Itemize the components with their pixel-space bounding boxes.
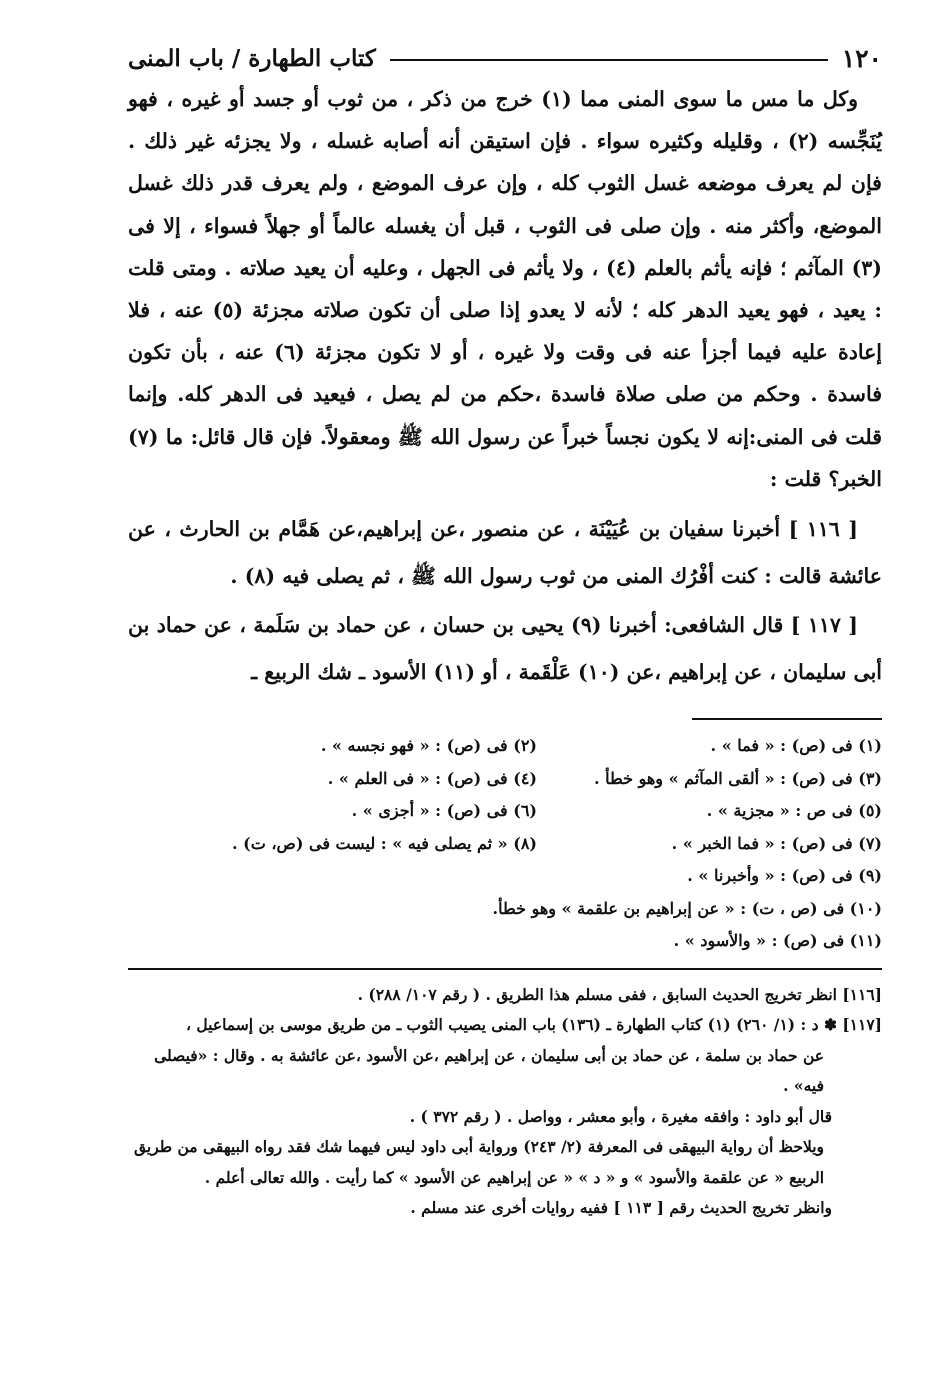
page-number: ١٢٠ — [841, 43, 882, 73]
header-rule — [390, 59, 828, 61]
footnote-row — [128, 925, 882, 958]
footnote-4: (٤) فى (ص) : « فى العلم » . — [327, 768, 537, 788]
takhrij-117-see-also: وانظر تخريج الحديث رقم [ ١١٣ ] ففيه روايات أخرى عند مسلم . — [410, 1198, 832, 1218]
takhrij-117-abu-dawud: قال أبو داود : وافقه مغيرة ، وأبو معشر ، وواصل . ( رقم ٣٧٢ ) . — [409, 1106, 832, 1126]
hadith-117: [ ١١٧ ] قال الشافعى: أخبرنا (٩) يحيى بن حسان ، عن حماد بن سَلَمة ، عن حماد بن أبى سليمان ، عن إبراهيم ،عن (١٠) عَلْقَمة ، أو (١١) الأسود ـ شك الربيع ـ — [128, 613, 882, 685]
takhrij-117-header: [١١٧] ✽ د : (١/ ٢٦٠) (١) كتاب الطهارة ـ (١٣٦) باب المنى يصيب الثوب ـ من طريق موسى بن إسماعيل ، — [186, 1015, 882, 1035]
footnote-separator — [692, 718, 882, 720]
takhrij-117-chain: عن حماد بن سلمة ، عن حماد بن أبى سليمان ، عن إبراهيم ،عن الأسود ،عن عائشة به . وقال : «فيصلى فيه» . — [154, 1045, 824, 1096]
footnote-10: (١٠) فى (ص ، ت) : « عن إبراهيم بن علقمة » وهو خطأ. — [492, 898, 882, 918]
page-header — [128, 38, 882, 78]
footnote-5: (٥) فى ص : « مجزية » . — [706, 801, 882, 821]
footnote-8: (٨) « ثم يصلى فيه » : ليست فى (ص، ت) . — [232, 833, 537, 853]
footnote-7: (٧) فى (ص) : « فما الخبر » . — [671, 833, 882, 853]
takhrij-notes — [128, 980, 882, 1224]
main-text — [128, 78, 882, 696]
footnote-2: (٢) فى (ص) : « فهو نجسه » . — [320, 736, 537, 756]
paragraph-main: وكل ما مس ما سوى المنى مما (١) خرج من ذكر ، من ثوب أو جسد أو غيره ، فهو يُنَجِّسه (٢) ، وقليله وكثيره سواء . فإن استيقن أنه أصابه غسله ، ولا يجزئه غير ذلك . فإن لم يعرف موضعه غسل الثوب كله ، وإن عرف الموضع ، ولم يعرف قدر ذلك غسل الموضع، وأكثر منه . وإن صلى فى الثوب ، قبل أن يغسله عالماً أو جهلاً فسواء ، إلا فى (٣) المآثم ؛ فإنه يأثم بالعلم (٤) ، ولا يأثم فى الجهل ، وعليه أن يعيد صلاته . ومتى قلت : يعيد ، فهو يعيد الدهر كله ؛ لأنه لا يعدو إذا صلى أن تكون صلاته مجزئة (٥) عنه ، فلا إعادة عليه فيما أجزأ عنه فى وقت ولا غيره ، أو لا تكون مجزئة (٦) عنه ، بأن تكون فاسدة . وحكم من صلى صلاة فاسدة ،حكم من لم يصل ، فيعيد فى الدهر كله. وإنما قلت فى المنى:إنه لا يكون نجساً خبراً عن رسول الله ﷺ ومعقولاً. فإن قال قائل: ما (٧) الخبر؟ قلت : — [128, 87, 882, 491]
footnote-row — [128, 763, 882, 796]
footnote-1: (١) فى (ص) : « فما » . — [710, 736, 882, 756]
footnote-11: (١١) فى (ص) : « والأسود » . — [673, 931, 882, 951]
footnotes — [128, 730, 882, 958]
takhrij-separator — [128, 968, 882, 970]
takhrij-116: [١١٦] انظر تخريج الحديث السابق ، ففى مسلم هذا الطريق . ( رقم ١٠٧/ ٢٨٨) . — [357, 984, 882, 1004]
footnote-row — [128, 828, 882, 861]
takhrij-117-note: ويلاحظ أن رواية البيهقى فى المعرفة (٢/ ٢٤٣) ورواية أبى داود ليس فيهما شك فقد رواه البيهقى من طريق الربيع « عن علقمة والأسود » و « د » « عن إبراهيم عن الأسود » كما رأيت . والله تعالى أعلم . — [133, 1137, 824, 1187]
footnote-9: (٩) فى (ص) : « وأخبرنا » . — [687, 866, 882, 886]
footnote-row — [128, 730, 882, 763]
footnote-row — [128, 795, 882, 828]
footnote-3: (٣) فى (ص) : « ألقى المآثم » وهو خطأ . — [593, 768, 882, 788]
footnote-6: (٦) فى (ص) : « أجزى » . — [351, 801, 537, 821]
running-title: كتاب الطهارة / باب المنى — [128, 44, 376, 72]
hadith-116: [ ١١٦ ] أخبرنا سفيان بن عُيَيْنَة ، عن منصور ،عن إبراهيم،عن هَمَّام بن الحارث ، عن عائشة قالت : كنت أفْرُك المنى من ثوب رسول الله ﷺ ، ثم يصلى فيه (٨) . — [128, 517, 882, 589]
footnote-row — [128, 893, 882, 926]
footnote-row — [128, 860, 882, 893]
